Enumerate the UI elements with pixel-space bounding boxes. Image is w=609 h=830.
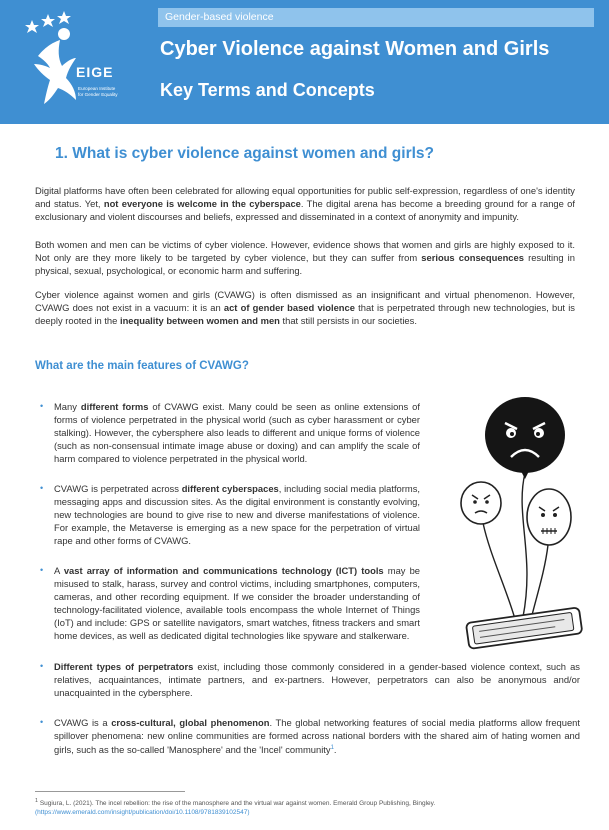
text: that is perpetrated through new technologies, but is deeply rooted in the	[35, 302, 575, 326]
eige-logo-icon	[18, 6, 138, 116]
list-item	[40, 564, 420, 649]
footnote-ref[interactable]: 1	[330, 745, 334, 751]
logo-subtext-line1: European Institute	[78, 86, 116, 91]
emphasis: vast array of information and communications technology (ICT) tools	[63, 565, 384, 576]
emphasis: different forms	[80, 401, 149, 412]
page-header	[0, 0, 609, 124]
text: CVAWG is a	[54, 717, 112, 728]
eige-logo	[18, 6, 138, 116]
footnote-text: Sugiura, L. (2021). The incel rebellion: the rise of the manosphere and the virtual war against women. Emerald Group Publishing, Bingley.	[38, 800, 436, 808]
text: of CVAWG exist. Many could be seen as online extensions of forms of violence perpetrated in the physical world (such as cyber harassment or cyber stalking). However, the cybersphere also leads to different and unique forms of violence (such as non-consensual intimate image abuse or doxing) and can amplify the scale of harm compared to violence perpetrated in the physical world.	[54, 401, 420, 464]
bullet-icon: •	[40, 661, 44, 671]
text: Many	[54, 401, 81, 412]
emphasis: different cyberspaces	[181, 483, 279, 494]
white-balloon	[461, 482, 501, 524]
black-balloon	[485, 397, 565, 473]
text: Digital platforms have often been celebrated for allowing equal opportunities for public self-expression, regardless of one's identity and status. Yet,	[35, 185, 575, 209]
footnote-divider	[35, 791, 185, 792]
balloon-string	[483, 523, 515, 619]
intro-paragraph-3	[35, 288, 575, 327]
emphasis: not everyone is welcome in the cyberspace	[103, 198, 301, 209]
footnote-link[interactable]: (https://www.emerald.com/insight/publication/doi/10.1108/9781839102547)	[35, 809, 250, 817]
intro-paragraph-1	[35, 184, 575, 223]
intro-paragraph-2	[35, 238, 575, 277]
features-heading: What are the main features of CVAWG?	[35, 360, 249, 372]
list-item	[40, 660, 580, 700]
text: Both women and men can be victims of cyber violence. However, evidence shows that women and girls are highly exposed to it. Not only are they more likely to be targeted by cyber violence, but they can suffer from	[35, 239, 575, 263]
text: resulting in physical, sexual, psychological, or economic harm and suffering.	[35, 252, 575, 276]
pupil	[510, 432, 514, 436]
pupil	[536, 432, 540, 436]
balloon-string	[522, 473, 527, 617]
text: , including social media platforms, messaging apps and discussion sites. As the digital environment is constantly evolving, new technologies are bound to give rise to new and diverse manifestations of violence. For example, the Metaverse is emerging as a new space for the perpetration of virtual rape and other forms of CVAWG.	[54, 483, 420, 546]
section-heading: 1. What is cyber violence against women and girls?	[55, 145, 434, 162]
eye	[553, 513, 557, 517]
emphasis: inequality between women and men	[119, 315, 280, 326]
emphasis: Different types of perpetrators	[54, 661, 194, 672]
angry-balloons-illustration	[445, 395, 595, 655]
text: may be misused to stalk, harass, survey and control victims, including smartphones, computers, cameras, and other recording equipment. If we consider the broader understanding of technology-facilitated violence, available tools encompass the whole Internet of Things (IoT) and include: GPS or satellite navigators, smart watches, fitness trackers and smart home devices, as well as dedicated digital technologies like spyware and stalkerware.	[54, 565, 420, 641]
text: . The digital arena has become a breeding ground for a range of exclusionary and violent discourses and beliefs, expressed and disseminated in a context of anonymity and impunity.	[35, 198, 575, 222]
footnote	[35, 797, 575, 817]
bullet-icon: •	[40, 565, 44, 575]
eye	[541, 513, 545, 517]
logo-subtext	[78, 86, 118, 98]
text: CVAWG is perpetrated across	[54, 483, 182, 494]
footnote-number: 1	[35, 798, 39, 804]
logo-subtext-line2: for Gender Equality	[78, 92, 118, 97]
text: .	[333, 744, 337, 756]
balloon-string	[531, 545, 548, 619]
white-balloon	[527, 489, 571, 545]
bullet-icon: •	[40, 401, 44, 411]
text: . The global networking features of social media platforms allow frequent spillover phenomena: new online communities are formed across national borders with the shared aim of hating women and girls, such as the so-called 'Manosphere' and the 'Incel' community	[54, 717, 580, 756]
emphasis: act of gender based violence	[223, 302, 355, 313]
balloon-knot	[521, 471, 529, 479]
text: A	[54, 565, 64, 576]
bullet-icon: •	[40, 717, 44, 727]
text: Cyber violence against women and girls (CVAWG) is often dismissed as an insignificant and virtual phenomenon. However, CVAWG does not exist in a vacuum: it is an	[35, 289, 575, 313]
page-title: Cyber Violence against Women and Girls	[160, 38, 550, 60]
eye	[485, 500, 489, 504]
eye	[473, 500, 477, 504]
list-item	[40, 482, 420, 552]
text: that still persists in our societies.	[279, 315, 417, 326]
list-item	[40, 716, 580, 756]
emphasis: cross-cultural, global phenomenon	[111, 717, 270, 728]
text: exist, including those commonly considered in a gender-based violence context, such as relatives, acquaintances, intimate partners, and ex-partners. However, perpetrators can also be anonymous and/or unacquainted in the cybersphere.	[54, 661, 580, 698]
topic-tag: Gender-based violence	[158, 8, 594, 27]
list-item	[40, 400, 420, 470]
emphasis: serious consequences	[421, 252, 524, 263]
page-subtitle: Key Terms and Concepts	[160, 80, 375, 100]
bullet-icon: •	[40, 483, 44, 493]
logo-text: EIGE	[76, 64, 114, 80]
